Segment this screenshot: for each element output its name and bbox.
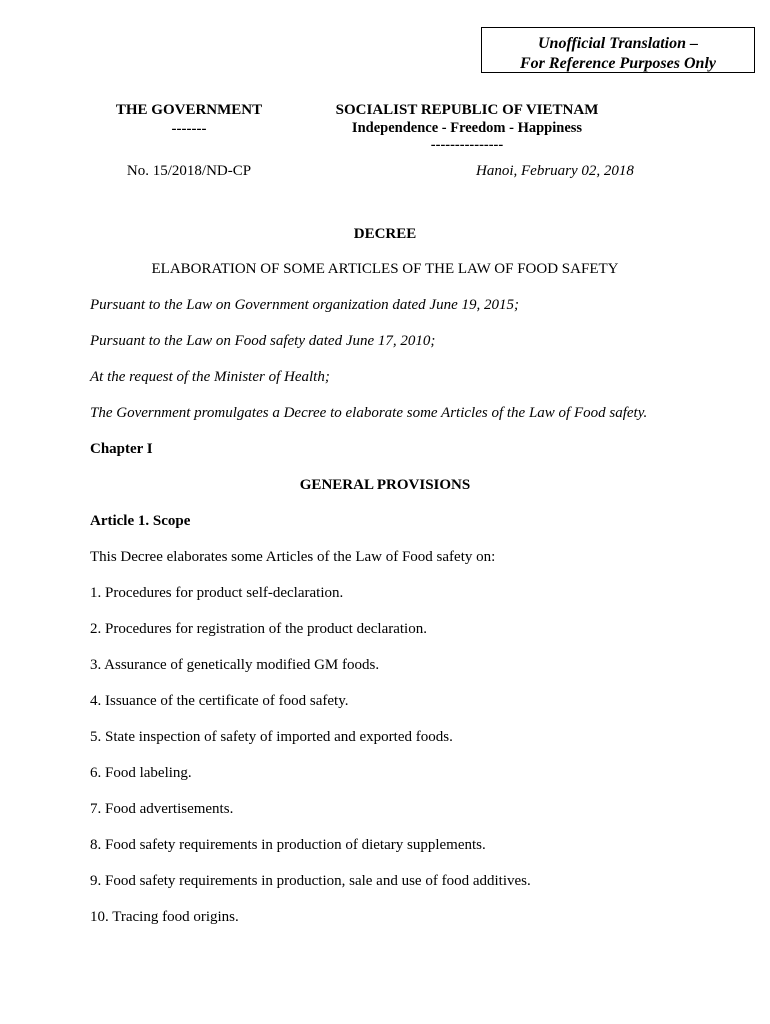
- chapter-title: GENERAL PROVISIONS: [299, 477, 471, 493]
- list-item: 6. Food labeling.: [90, 765, 192, 781]
- article-heading: Article 1. Scope: [90, 513, 191, 529]
- document-type: DECREE: [353, 226, 417, 242]
- preamble-line: At the request of the Minister of Health;: [90, 369, 330, 385]
- preamble-line: Pursuant to the Law on Government organization dated June 19, 2015;: [90, 297, 519, 313]
- list-item: 5. State inspection of safety of imported and exported foods.: [90, 729, 453, 745]
- list-item: 7. Food advertisements.: [90, 801, 234, 817]
- issuer-name: THE GOVERNMENT: [115, 102, 263, 118]
- list-item: 9. Food safety requirements in production, sale and use of food additives.: [90, 873, 531, 889]
- list-item: 1. Procedures for product self-declaration.: [90, 585, 344, 601]
- motto-separator: ---------------: [430, 137, 504, 153]
- article-intro: This Decree elaborates some Articles of the Law of Food safety on:: [90, 549, 496, 565]
- list-item: 10. Tracing food origins.: [90, 909, 239, 925]
- chapter-heading: Chapter I: [90, 441, 153, 457]
- decree-number: No. 15/2018/ND-CP: [126, 163, 252, 179]
- country-name: SOCIALIST REPUBLIC OF VIETNAM: [335, 102, 599, 118]
- issuer-separator: -------: [171, 121, 207, 137]
- list-item: 8. Food safety requirements in production of dietary supplements.: [90, 837, 486, 853]
- list-item: 2. Procedures for registration of the product declaration.: [90, 621, 427, 637]
- stamp-line-2: For Reference Purposes Only: [520, 55, 716, 72]
- national-motto: Independence - Freedom - Happiness: [351, 120, 583, 136]
- list-item: 3. Assurance of genetically modified GM foods.: [90, 657, 380, 673]
- list-item: 4. Issuance of the certificate of food safety.: [90, 693, 349, 709]
- preamble-line: The Government promulgates a Decree to elaborate some Articles of the Law of Food safety.: [90, 405, 648, 421]
- stamp-line-1: Unofficial Translation –: [537, 35, 699, 52]
- document-title: ELABORATION OF SOME ARTICLES OF THE LAW OF FOOD SAFETY: [151, 261, 619, 277]
- place-and-date: Hanoi, February 02, 2018: [476, 163, 634, 179]
- unofficial-translation-stamp: [481, 27, 755, 73]
- preamble-line: Pursuant to the Law on Food safety dated June 17, 2010;: [90, 333, 436, 349]
